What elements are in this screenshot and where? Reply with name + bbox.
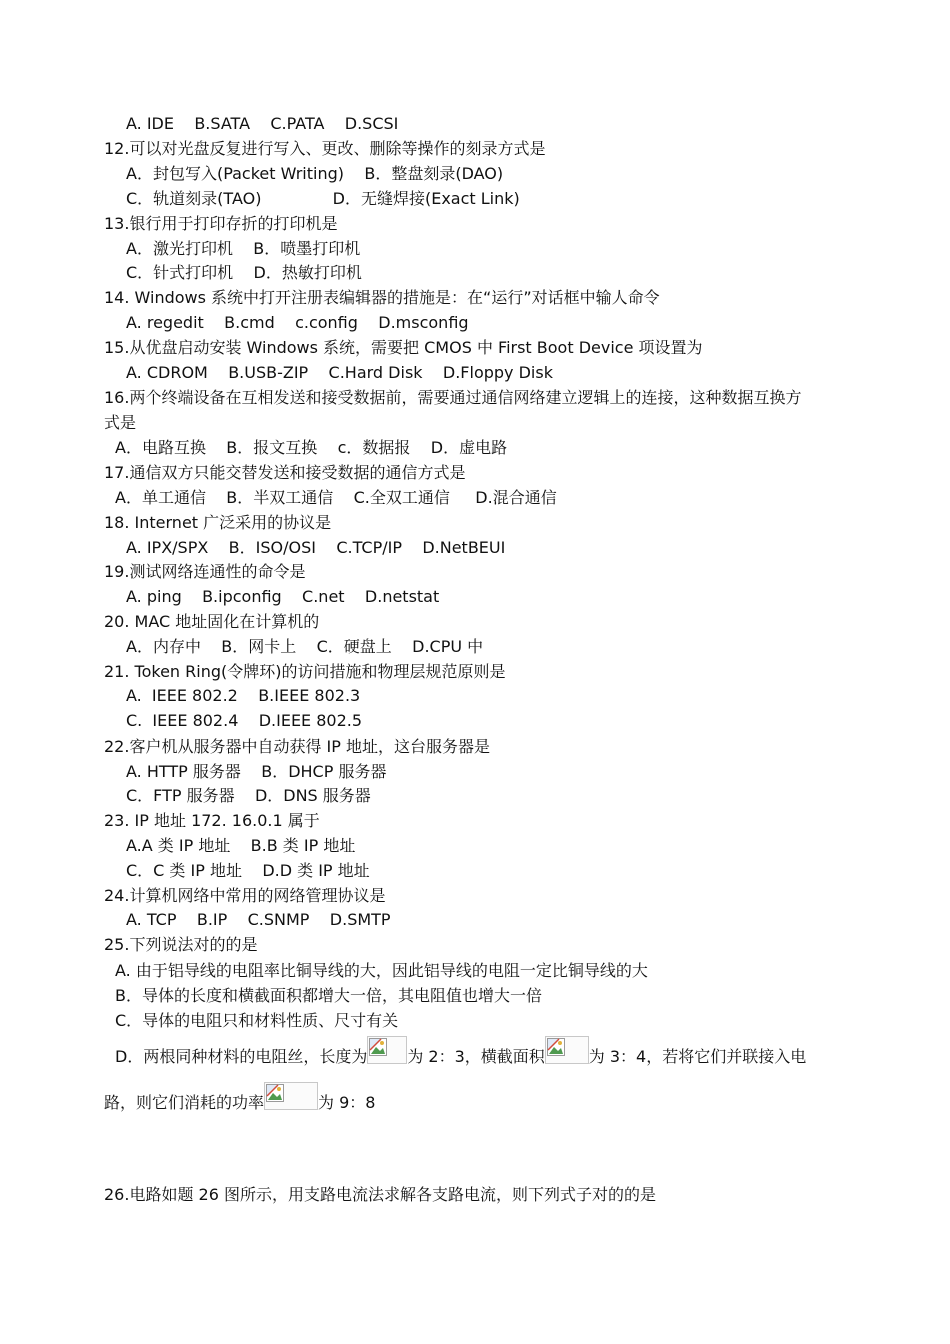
q18-options: A. IPX/SPX B．ISO/OSI C.TCP/IP D.NetBEUI bbox=[126, 538, 506, 557]
q12-options-ab: A．封包写入(Packet Writing) B．整盘刻录(DAO) bbox=[126, 164, 504, 183]
q25-option-d-text-1: D．两根同种材料的电阻丝，长度为 bbox=[115, 1047, 368, 1066]
q21-options-cd: C. IEEE 802.4 D.IEEE 802.5 bbox=[126, 711, 363, 730]
q16-options: A．电路互换 B．报文互换 c．数据报 D．虚电路 bbox=[115, 438, 508, 457]
q25-option-d-cont-text-2: 为 9：8 bbox=[318, 1093, 376, 1112]
q24-options: A. TCP B.IP C.SNMP D.SMTP bbox=[126, 910, 391, 929]
q23-stem: 23. IP 地址 172. 16.0.1 属于 bbox=[104, 811, 320, 830]
broken-image-icon bbox=[545, 1036, 589, 1064]
q14-options: A. regedit B.cmd c.config D.msconfig bbox=[126, 313, 469, 332]
q20-options: A．内存中 B．网卡上 C．硬盘上 D.CPU 中 bbox=[126, 637, 484, 656]
q17-stem: 17.通信双方只能交替发送和接受数据的通信方式是 bbox=[104, 463, 466, 482]
q16-stem: 16.两个终端设备在互相发送和接受数据前，需要通过通信网络建立逻辑上的连接，这种数据互换方 bbox=[104, 388, 802, 407]
q25-option-d-cont-text-1: 路，则它们消耗的功率 bbox=[104, 1093, 265, 1112]
q11-options: A. IDE B.SATA C.PATA D.SCSI bbox=[126, 114, 399, 133]
q20-stem: 20. MAC 地址固化在计算机的 bbox=[104, 612, 320, 631]
q19-stem: 19.测试网络连通性的命令是 bbox=[104, 562, 306, 581]
q23-options-cd: C．C 类 IP 地址 D.D 类 IP 地址 bbox=[126, 861, 370, 880]
q12-options-cd: C．轨道刻录(TAO) D．无缝焊接(Exact Link) bbox=[126, 189, 520, 208]
q13-options-cd: C．针式打印机 D．热敏打印机 bbox=[126, 263, 362, 282]
q15-options: A. CDROM B.USB-ZIP C.Hard Disk D.Floppy Disk bbox=[126, 363, 553, 382]
q25-option-d-cont bbox=[104, 1082, 375, 1120]
q25-option-a: A. 由于铝导线的电阻率比铜导线的大，因此铝导线的电阻一定比铜导线的大 bbox=[115, 961, 648, 980]
q14-stem: 14. Windows 系统中打开注册表编辑器的措施是：在“运行”对话框中输人命令 bbox=[104, 288, 660, 307]
q15-stem: 15.从优盘启动安装 Windows 系统，需要把 CMOS 中 First Boot Device 项设置为 bbox=[104, 338, 703, 357]
q18-stem: 18. Internet 广泛采用的协议是 bbox=[104, 513, 332, 532]
q22-options-ab: A. HTTP 服务器 B．DHCP 服务器 bbox=[126, 762, 387, 781]
q12-stem: 12.可以对光盘反复进行写入、更改、删除等操作的刻录方式是 bbox=[104, 139, 546, 158]
q24-stem: 24.计算机网络中常用的网络管理协议是 bbox=[104, 886, 386, 905]
q22-options-cd: C．FTP 服务器 D．DNS 服务器 bbox=[126, 786, 371, 805]
q17-options: A．单工通信 B．半双工通信 C.全双工通信 D.混合通信 bbox=[115, 488, 557, 507]
q26-stem: 26.电路如题 26 图所示，用支路电流法求解各支路电流，则下列式子对的的是 bbox=[104, 1185, 656, 1204]
q21-stem: 21. Token Ring(令牌环)的访问措施和物理层规范原则是 bbox=[104, 662, 506, 681]
q25-option-c: C．导体的电阻只和材料性质、尺寸有关 bbox=[115, 1011, 399, 1030]
q22-stem: 22.客户机从服务器中自动获得 IP 地址，这台服务器是 bbox=[104, 737, 490, 756]
q25-option-d-text-2: 为 2：3，横截面积 bbox=[407, 1047, 545, 1066]
q19-options: A. ping B.ipconfig C.net D.netstat bbox=[126, 587, 440, 606]
q16-stem-cont: 式是 bbox=[104, 413, 137, 432]
q13-options-ab: A．激光打印机 B．喷墨打印机 bbox=[126, 239, 361, 258]
broken-image-icon bbox=[264, 1082, 318, 1110]
q23-options-ab: A.A 类 IP 地址 B.B 类 IP 地址 bbox=[126, 836, 356, 855]
q25-option-d-text-3: 为 3：4，若将它们并联接入电 bbox=[588, 1047, 807, 1066]
q25-option-d bbox=[115, 1036, 806, 1074]
q13-stem: 13.银行用于打印存折的打印机是 bbox=[104, 214, 338, 233]
q25-option-b: B．导体的长度和横截面积都增大一倍，其电阻值也增大一倍 bbox=[115, 986, 542, 1005]
q25-stem: 25.下列说法对的的是 bbox=[104, 935, 258, 954]
broken-image-icon bbox=[367, 1036, 407, 1064]
q21-options-ab: A. IEEE 802.2 B.IEEE 802.3 bbox=[126, 686, 361, 705]
